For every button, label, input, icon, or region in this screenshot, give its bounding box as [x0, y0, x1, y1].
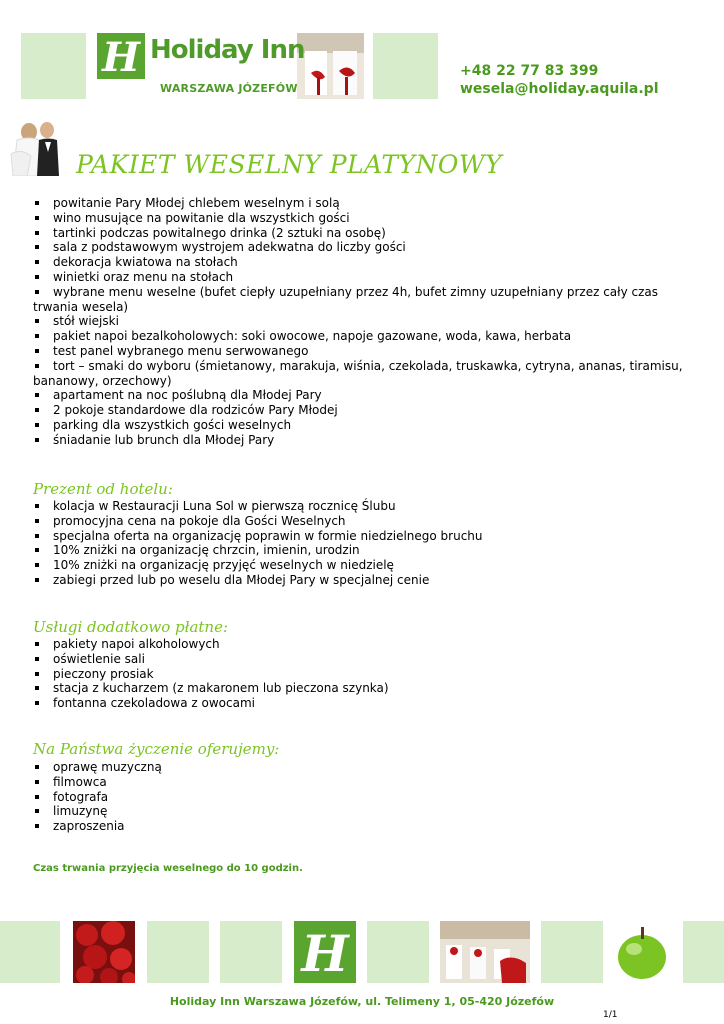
list-item: oświetlenie sali	[33, 652, 693, 667]
list-item: limuzynę	[33, 804, 693, 819]
footer-tile	[0, 921, 60, 983]
phone-number: +48 22 77 83 399	[460, 63, 599, 79]
package-list	[33, 196, 693, 448]
wedding-couple-photo	[9, 118, 63, 176]
footer-tile	[147, 921, 209, 983]
svg-text:H: H	[301, 924, 349, 983]
brand-name: Holiday Inn	[150, 35, 305, 65]
green-apple-photo	[612, 921, 672, 983]
list-item: 2 pokoje standardowe dla rodziców Pary Młodej	[33, 403, 693, 418]
list-item: śniadanie lub brunch dla Młodej Pary	[33, 433, 693, 448]
list-item: winietki oraz menu na stołach	[33, 270, 693, 285]
footer-tile	[367, 921, 429, 983]
list-item: apartament na noc poślubną dla Młodej Pary	[33, 388, 693, 403]
list-item: promocyjna cena na pokoje dla Gości Weselnych	[33, 514, 693, 529]
list-item: wybrane menu weselne (bufet ciepły uzupełniany przez 4h, bufet zimny uzupełniany przez cały czas trwania wesela)	[33, 285, 693, 315]
list-item: 10% zniżki na organizację przyjęć weselnych w niedzielę	[33, 558, 693, 573]
paid-services-list	[33, 637, 693, 711]
page-title: PAKIET WESELNY PLATYNOWY	[76, 150, 503, 179]
list-item: kolacja w Restauracji Luna Sol w pierwszą rocznicę Ślubu	[33, 499, 693, 514]
email-address: wesela@holiday.aquila.pl	[460, 81, 659, 97]
list-item: pakiety napoi alkoholowych	[33, 637, 693, 652]
page-number: 1/1	[603, 1010, 618, 1020]
footer-tile	[683, 921, 724, 983]
paid-services-heading: Usługi dodatkowo płatne:	[33, 618, 229, 636]
svg-text:H: H	[102, 34, 140, 79]
footer-tile	[541, 921, 603, 983]
list-item: 10% zniżki na organizację chrzcin, imienin, urodzin	[33, 543, 693, 558]
list-item: powitanie Pary Młodej chlebem weselnym i solą	[33, 196, 693, 211]
list-item: parking dla wszystkich gości weselnych	[33, 418, 693, 433]
list-item: tort – smaki do wyboru (śmietanowy, marakuja, wiśnia, czekolada, truskawka, cytryna, ananas, tiramisu, bananowy, orzechowy)	[33, 359, 693, 389]
list-item: filmowca	[33, 775, 693, 790]
list-item: tartinki podczas powitalnego drinka (2 sztuki na osobę)	[33, 226, 693, 241]
duration-note: Czas trwania przyjęcia weselnego do 10 godzin.	[33, 863, 303, 874]
list-item: stół wiejski	[33, 314, 693, 329]
list-item: pakiet napoi bezalkoholowych: soki owocowe, napoje gazowane, woda, kawa, herbata	[33, 329, 693, 344]
strawberries-photo	[73, 921, 135, 983]
gift-list	[33, 499, 693, 588]
wedding-table-photo	[297, 33, 364, 99]
list-item: fotografa	[33, 790, 693, 805]
holiday-inn-logo-icon	[97, 33, 145, 79]
gift-heading: Prezent od hotelu:	[33, 480, 173, 498]
footer-tile	[220, 921, 282, 983]
on-request-heading: Na Państwa życzenie oferujemy:	[33, 740, 280, 758]
list-item: test panel wybranego menu serwowanego	[33, 344, 693, 359]
list-item: specjalna oferta na organizację poprawin w formie niedzielnego bruchu	[33, 529, 693, 544]
holiday-inn-logo-tile-icon	[294, 921, 356, 983]
header-tile	[21, 33, 86, 99]
brand-subtitle: WARSZAWA JÓZEFÓW	[160, 82, 298, 95]
list-item: oprawę muzyczną	[33, 760, 693, 775]
list-item: zabiegi przed lub po weselu dla Młodej Pary w specjalnej cenie	[33, 573, 693, 588]
list-item: zaproszenia	[33, 819, 693, 834]
banquet-hall-photo	[440, 921, 530, 983]
list-item: wino musujące na powitanie dla wszystkich gości	[33, 211, 693, 226]
list-item: sala z podstawowym wystrojem adekwatna do liczby gości	[33, 240, 693, 255]
footer-address: Holiday Inn Warszawa Józefów, ul. Telimeny 1, 05-420 Józefów	[169, 995, 555, 1008]
header-tile	[373, 33, 438, 99]
list-item: dekoracja kwiatowa na stołach	[33, 255, 693, 270]
list-item: stacja z kucharzem (z makaronem lub pieczona szynka)	[33, 681, 693, 696]
list-item: fontanna czekoladowa z owocami	[33, 696, 693, 711]
list-item: pieczony prosiak	[33, 667, 693, 682]
on-request-list	[33, 760, 693, 834]
